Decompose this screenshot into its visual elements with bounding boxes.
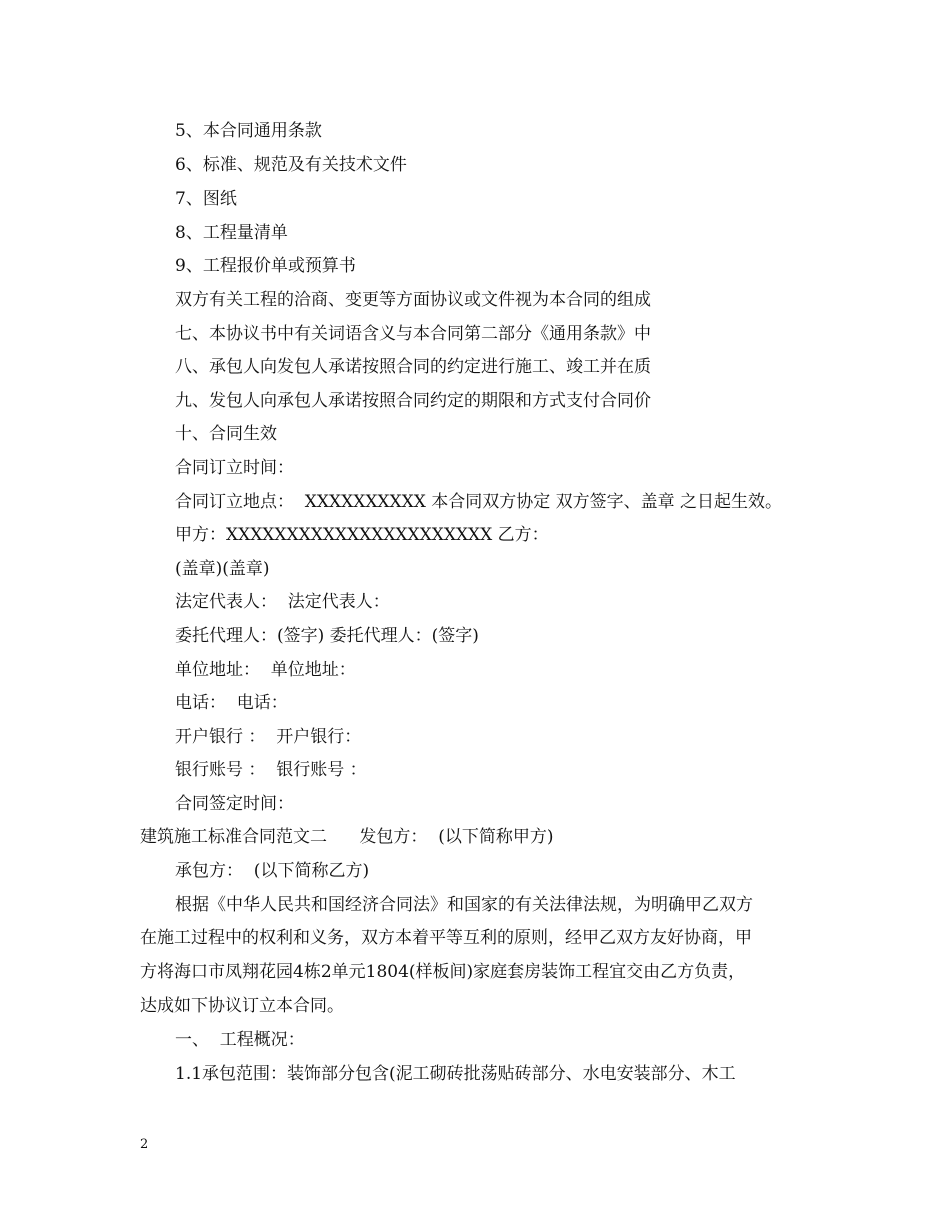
text-line: 法定代表人： 法定代表人：: [175, 592, 390, 612]
text-line: 承包方： (以下简称乙方): [175, 861, 370, 881]
paragraph-line: 根据《中华人民共和国经济合同法》和国家的有关法律法规，为明确甲乙双方: [175, 895, 753, 915]
text-line: (盖章)(盖章): [175, 559, 270, 579]
text-line: 合同订立地点： XXXXXXXXXX 本合同双方协定 双方签字、盖章 之日起生效。: [175, 492, 783, 512]
text-line: 银行账号 ： 银行账号 ：: [175, 760, 367, 780]
text-line: 委托代理人：(签字) 委托代理人：(签字): [175, 626, 479, 646]
page-number: 2: [140, 1137, 149, 1152]
text-line: 合同订立时间：: [175, 458, 294, 478]
text-line: 8、工程量清单: [175, 223, 288, 243]
text-line: 九、发包人向承包人承诺按照合同约定的期限和方式支付合同价: [175, 391, 651, 411]
text-line: 6、标准、规范及有关技术文件: [175, 155, 407, 175]
paragraph-line: 在施工过程中的权利和义务，双方本着平等互利的原则，经甲乙双方友好协商，甲: [140, 928, 752, 948]
text-line: 1.1承包范围：装饰部分包含(泥工砌砖批荡贴砖部分、水电安装部分、木工: [175, 1064, 736, 1084]
text-line: 7、图纸: [175, 189, 237, 209]
text-line: 开户银行 ： 开户银行：: [175, 727, 362, 747]
text-line: 合同签定时间：: [175, 794, 294, 814]
text-line: 八、承包人向发包人承诺按照合同的约定进行施工、竣工并在质: [175, 357, 651, 377]
text-line: 电话： 电话：: [175, 693, 288, 713]
text-line: 七、本协议书中有关词语含义与本合同第二部分《通用条款》中: [175, 324, 651, 344]
text-line: 单位地址： 单位地址：: [175, 660, 356, 680]
text-line: 十、合同生效: [175, 424, 277, 444]
text-line: 双方有关工程的洽商、变更等方面协议或文件视为本合同的组成: [175, 290, 651, 310]
text-line: 9、工程报价单或预算书: [175, 256, 356, 276]
text-line: 5、本合同通用条款: [175, 121, 322, 141]
text-line: 甲方：XXXXXXXXXXXXXXXXXXXXXX 乙方：: [175, 525, 549, 545]
text-line: 一、 工程概况：: [175, 1030, 305, 1050]
paragraph-line: 达成如下协议订立本合同。: [140, 996, 344, 1016]
paragraph-line: 方将海口市凤翔花园4栋2单元1804(样板间)家庭套房装饰工程宜交由乙方负责，: [140, 962, 746, 982]
section-heading-line: 建筑施工标准合同范文二 发包方： (以下简称甲方): [140, 827, 554, 847]
